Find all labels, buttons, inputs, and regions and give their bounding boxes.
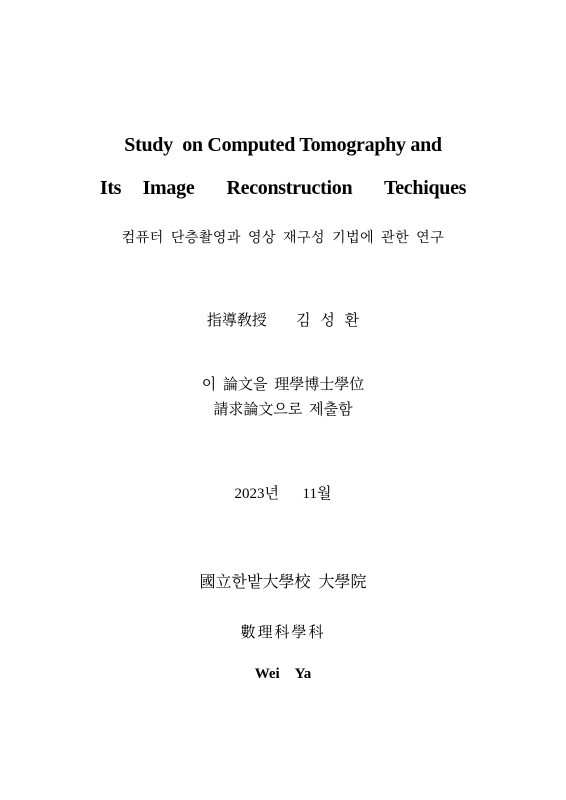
thesis-title-line-1: Study on Computed Tomography and bbox=[124, 134, 442, 156]
author-name: Wei Ya bbox=[254, 666, 312, 682]
thesis-title-line-2: Its Image Reconstruction Techiques bbox=[99, 177, 467, 199]
university-name: 國立한밭大學校 大學院 bbox=[199, 574, 367, 591]
department-name: 數理科學科 bbox=[240, 625, 326, 641]
submission-statement-line-1: 이 論文을 理學博士學位 bbox=[201, 377, 365, 393]
thesis-title-korean: 컴퓨터 단층촬영과 영상 재구성 기법에 관한 연구 bbox=[121, 231, 445, 246]
submission-statement-line-2: 請求論文으로 제출함 bbox=[213, 402, 353, 418]
submission-date: 2023년 11월 bbox=[234, 486, 332, 502]
advisor-line: 指導敎授 김 성 환 bbox=[206, 313, 360, 329]
